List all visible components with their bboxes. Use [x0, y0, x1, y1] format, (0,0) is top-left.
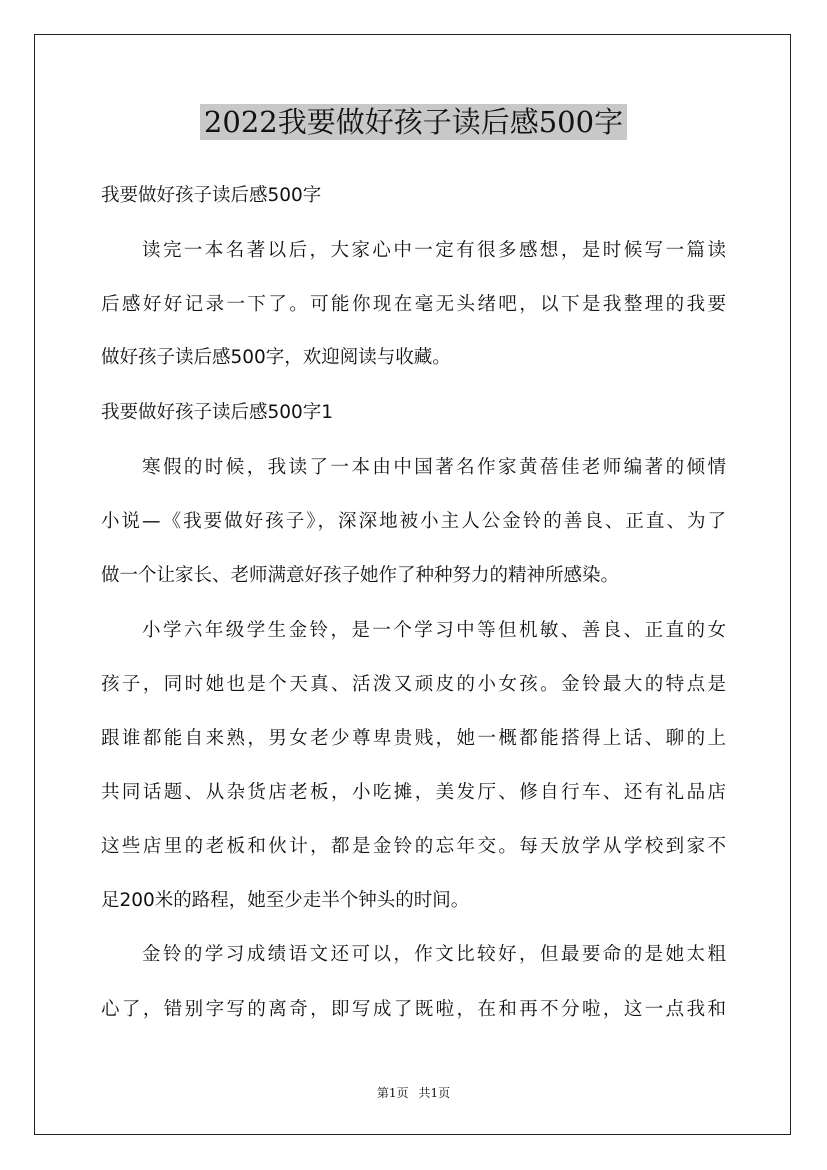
document-title-text: 2022我要做好孩子读后感500字 [200, 104, 627, 140]
para3-line-2: 心了，错别字写的离奇，即写成了既啦，在和再不分啦，这一点我和 [101, 999, 726, 1020]
para1-line-1: 寒假的时候，我读了一本由中国著名作家黄蓓佳老师编著的倾情 [142, 457, 726, 478]
para2-line-2: 孩子，同时她也是个天真、活泼又顽皮的小女孩。金铃最大的特点是 [101, 674, 726, 695]
page-total: 共1页 [418, 1086, 451, 1100]
intro-line-3: 做好孩子读后感500字，欢迎阅读与收藏。 [101, 347, 451, 368]
para2-line-6: 足200米的路程，她至少走半个钟头的时间。 [101, 890, 470, 911]
document-subtitle: 我要做好孩子读后感500字 [101, 185, 322, 206]
para1-line-2: 小说—《我要做好孩子》，深深地被小主人公金铃的善良、正直、为了 [101, 511, 726, 532]
page-number: 第1页 [376, 1086, 409, 1100]
para3-line-1: 金铃的学习成绩语文还可以，作文比较好，但最要命的是她太粗 [142, 944, 726, 965]
para2-line-4: 共同话题、从杂货店老板，小吃摊，美发厅、修自行车、还有礼品店 [101, 782, 726, 803]
intro-line-2: 后感好好记录一下了。可能你现在毫无头绪吧，以下是我整理的我要 [101, 294, 726, 315]
para2-line-5: 这些店里的老板和伙计，都是金铃的忘年交。每天放学从学校到家不 [101, 836, 726, 857]
section-heading: 我要做好孩子读后感500字1 [101, 402, 334, 423]
para1-line-3: 做一个让家长、老师满意好孩子她作了种种努力的精神所感染。 [101, 565, 620, 586]
document-title [0, 100, 827, 141]
para2-line-3: 跟谁都能自来熟，男女老少尊卑贵贱，她一概都能搭得上话、聊的上 [101, 728, 726, 749]
intro-line-1: 读完一本名著以后，大家心中一定有很多感想，是时候写一篇读 [142, 240, 726, 261]
page-footer [0, 1084, 827, 1101]
para2-line-1: 小学六年级学生金铃，是一个学习中等但机敏、善良、正直的女 [142, 620, 726, 641]
